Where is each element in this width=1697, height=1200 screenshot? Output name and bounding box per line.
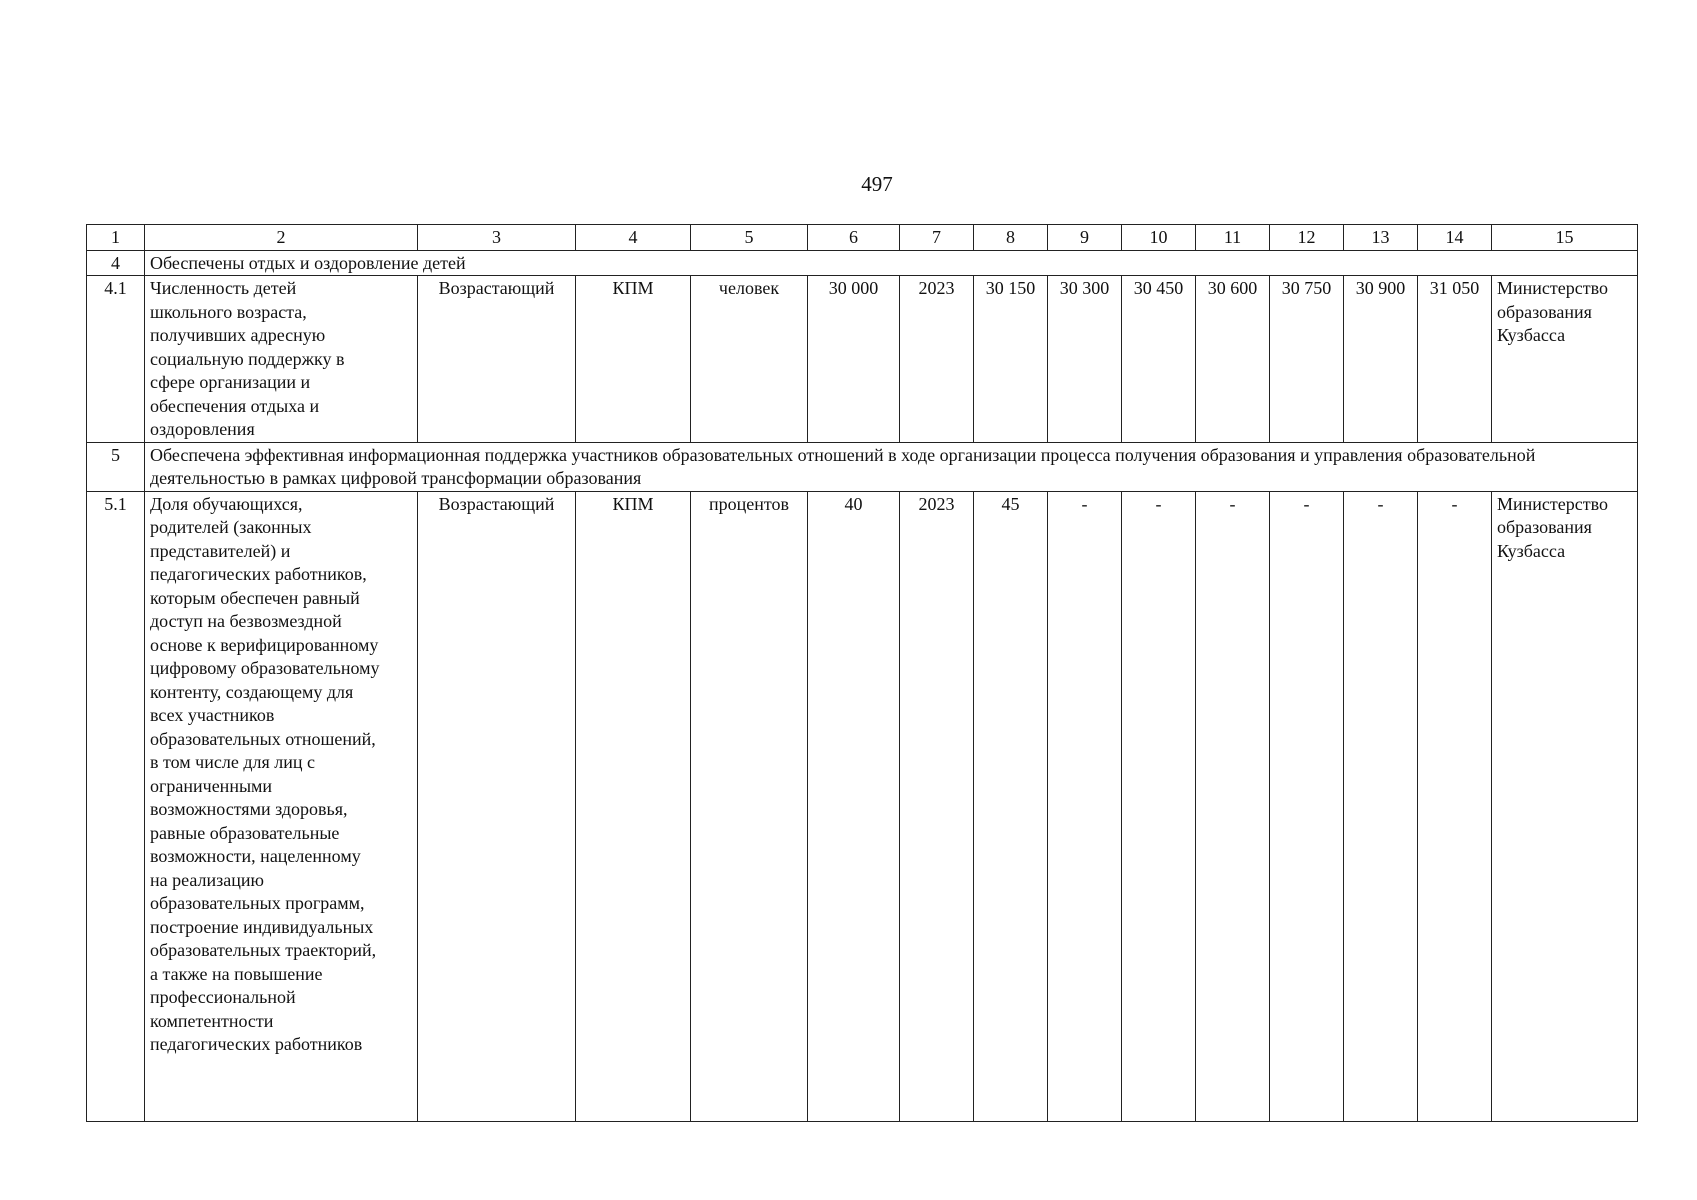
section-number: 5 — [87, 442, 145, 491]
year-value: 30 600 — [1196, 276, 1270, 443]
row-number: 4.1 — [87, 276, 145, 443]
column-header: 9 — [1048, 225, 1122, 251]
year-value: - — [1270, 491, 1344, 1121]
section-row — [87, 442, 1638, 491]
column-header: 10 — [1122, 225, 1196, 251]
base-year: 2023 — [900, 276, 974, 443]
year-value: 30 150 — [974, 276, 1048, 443]
year-value: 30 750 — [1270, 276, 1344, 443]
indicator-trend: Возрастающий — [418, 276, 576, 443]
column-number-row — [87, 225, 1638, 251]
responsible-body: Министерство образования Кузбасса — [1492, 276, 1638, 443]
indicator-type: КПМ — [576, 276, 691, 443]
table-row — [87, 276, 1638, 443]
column-header: 1 — [87, 225, 145, 251]
indicator-unit: процентов — [691, 491, 808, 1121]
column-header: 3 — [418, 225, 576, 251]
section-number: 4 — [87, 250, 145, 276]
indicator-name: Численность детей школьного возраста, получивших адресную социальную поддержку в сфере организации и обеспечения отдыха и оздоровления — [145, 276, 418, 443]
column-header: 14 — [1418, 225, 1492, 251]
year-value: 30 900 — [1344, 276, 1418, 443]
indicator-name: Доля обучающихся, родителей (законных представителей) и педагогических работников, которым обеспечен равный доступ на безвозмездной основе к верифицированному цифровому образовательному контенту, создающему для всех участников образовательных отношений, в том числе для лиц с ограниченными возможностями здоровья, равные образовательные возможности, нацеленному на реализацию образовательных программ, построение индивидуальных образовательных траекторий, а также на повышение профессиональной компетентности педагогических работников — [145, 491, 418, 1121]
indicators-table — [86, 224, 1638, 1122]
column-header: 13 — [1344, 225, 1418, 251]
year-value: - — [1344, 491, 1418, 1121]
indicator-unit: человек — [691, 276, 808, 443]
section-title: Обеспечена эффективная информационная поддержка участников образовательных отношений в ходе организации процесса получения образования и управления образовательной деятельностью в рамках цифровой трансформации образования — [145, 442, 1638, 491]
section-title: Обеспечены отдых и оздоровление детей — [145, 250, 1638, 276]
table-row — [87, 491, 1638, 1121]
year-value: 30 450 — [1122, 276, 1196, 443]
column-header: 15 — [1492, 225, 1638, 251]
base-year: 2023 — [900, 491, 974, 1121]
year-value: 30 300 — [1048, 276, 1122, 443]
column-header: 6 — [808, 225, 900, 251]
column-header: 4 — [576, 225, 691, 251]
column-header: 5 — [691, 225, 808, 251]
column-header: 12 — [1270, 225, 1344, 251]
base-value: 30 000 — [808, 276, 900, 443]
year-value: 45 — [974, 491, 1048, 1121]
column-header: 7 — [900, 225, 974, 251]
responsible-body: Министерство образования Кузбасса — [1492, 491, 1638, 1121]
page-number: 497 — [861, 172, 893, 196]
indicator-type: КПМ — [576, 491, 691, 1121]
column-header: 11 — [1196, 225, 1270, 251]
row-number: 5.1 — [87, 491, 145, 1121]
year-value: - — [1122, 491, 1196, 1121]
base-value: 40 — [808, 491, 900, 1121]
column-header: 8 — [974, 225, 1048, 251]
section-row — [87, 250, 1638, 276]
indicator-trend: Возрастающий — [418, 491, 576, 1121]
year-value: - — [1418, 491, 1492, 1121]
year-value: - — [1048, 491, 1122, 1121]
column-header: 2 — [145, 225, 418, 251]
year-value: 31 050 — [1418, 276, 1492, 443]
year-value: - — [1196, 491, 1270, 1121]
